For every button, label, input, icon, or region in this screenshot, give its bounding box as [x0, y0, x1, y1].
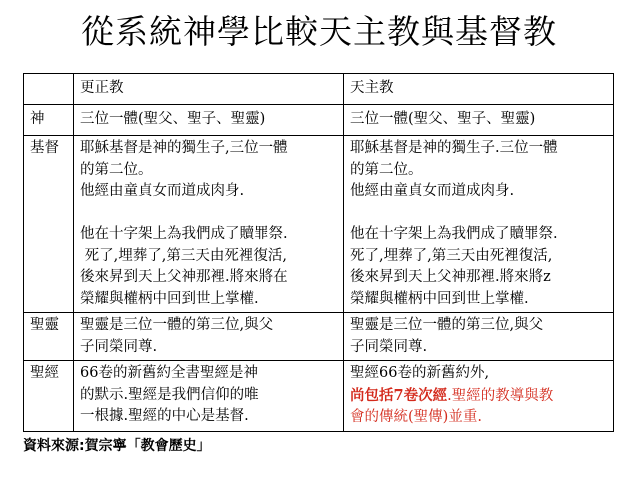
cell-line — [350, 385, 607, 408]
cell-spacer — [350, 203, 607, 225]
cell-spacer — [80, 203, 337, 225]
table-row-holy-spirit — [24, 313, 614, 361]
protestant-cell — [74, 136, 344, 313]
protestant-cell — [74, 313, 344, 361]
cell-line: 的默示.聖經是我們信仰的唯 — [80, 386, 259, 403]
table-row-god — [24, 105, 614, 136]
cell-line: 三位一體(聖父、聖子、聖靈) — [350, 111, 536, 127]
table-row-scripture — [24, 361, 614, 432]
cell-line: 的第二位。 — [350, 161, 423, 178]
cell-line: 66卷的新舊約全書聖經是神 — [80, 365, 258, 381]
cell-line: 他在十字架上為我們成了贖罪祭. — [80, 226, 288, 242]
catholic-cell — [344, 313, 614, 361]
tradition-text: 會的傳統(聖傳)並重. — [350, 409, 482, 425]
cell-line: 聖經66卷的新舊約外, — [350, 365, 490, 381]
cell-line: 聖靈是三位一體的第三位,與父 — [350, 317, 544, 333]
cell-line: 一根據.聖經的中心是基督. — [80, 408, 249, 424]
header-catholic: 天主教 — [344, 74, 614, 105]
cell-line: 子同榮同尊. — [80, 338, 158, 355]
cell-line: 子同榮同尊. — [350, 338, 428, 355]
cell-line: 死了,埋葬了,第三天由死裡復活, — [350, 247, 553, 264]
header-row-label — [24, 74, 74, 105]
row-label: 聖靈 — [24, 313, 74, 361]
catholic-cell — [344, 361, 614, 432]
deuterocanon-emphasis: 尚包括7卷次經 — [350, 386, 448, 404]
cell-line: 榮耀與權柄中回到世上掌權. — [80, 290, 259, 307]
cell-line: 的第二位。 — [80, 161, 153, 178]
header-protestant: 更正教 — [74, 74, 344, 105]
cell-line: 他經由童貞女而道成肉身. — [80, 183, 245, 199]
table-header-row — [24, 74, 614, 105]
cell-line: 後來昇到天上父神那裡.將來將在 — [80, 269, 288, 285]
protestant-cell — [74, 105, 344, 136]
row-label: 神 — [24, 105, 74, 136]
row-label: 基督 — [24, 136, 74, 313]
row-label: 聖經 — [24, 361, 74, 432]
source-citation: 資料來源:賀宗寧「教會歷史」 — [23, 438, 211, 454]
cell-line: 聖靈是三位一體的第三位,與父 — [80, 317, 274, 333]
cell-line: 後來昇到天上父神那裡.將來將z — [350, 269, 551, 285]
protestant-cell — [74, 361, 344, 432]
cell-line: 榮耀與權柄中回到世上掌權. — [350, 290, 529, 307]
comparison-table — [23, 73, 614, 432]
catholic-cell — [344, 105, 614, 136]
page-title: 從系統神學比較天主教與基督教 — [81, 12, 557, 51]
table-row-christ — [24, 136, 614, 313]
cell-line: 耶穌基督是神的獨生子.三位一體 — [350, 140, 558, 156]
cell-line: 他經由童貞女而道成肉身. — [350, 183, 515, 199]
tradition-text: .聖經的教導與教 — [447, 387, 554, 404]
cell-line: 死了,埋葬了,第三天由死裡復活, — [80, 247, 287, 264]
cell-line: 三位一體(聖父、聖子、聖靈) — [80, 111, 266, 127]
catholic-cell — [344, 136, 614, 313]
cell-line: 他在十字架上為我們成了贖罪祭. — [350, 226, 558, 242]
cell-line: 耶穌基督是神的獨生子,三位一體 — [80, 140, 288, 156]
